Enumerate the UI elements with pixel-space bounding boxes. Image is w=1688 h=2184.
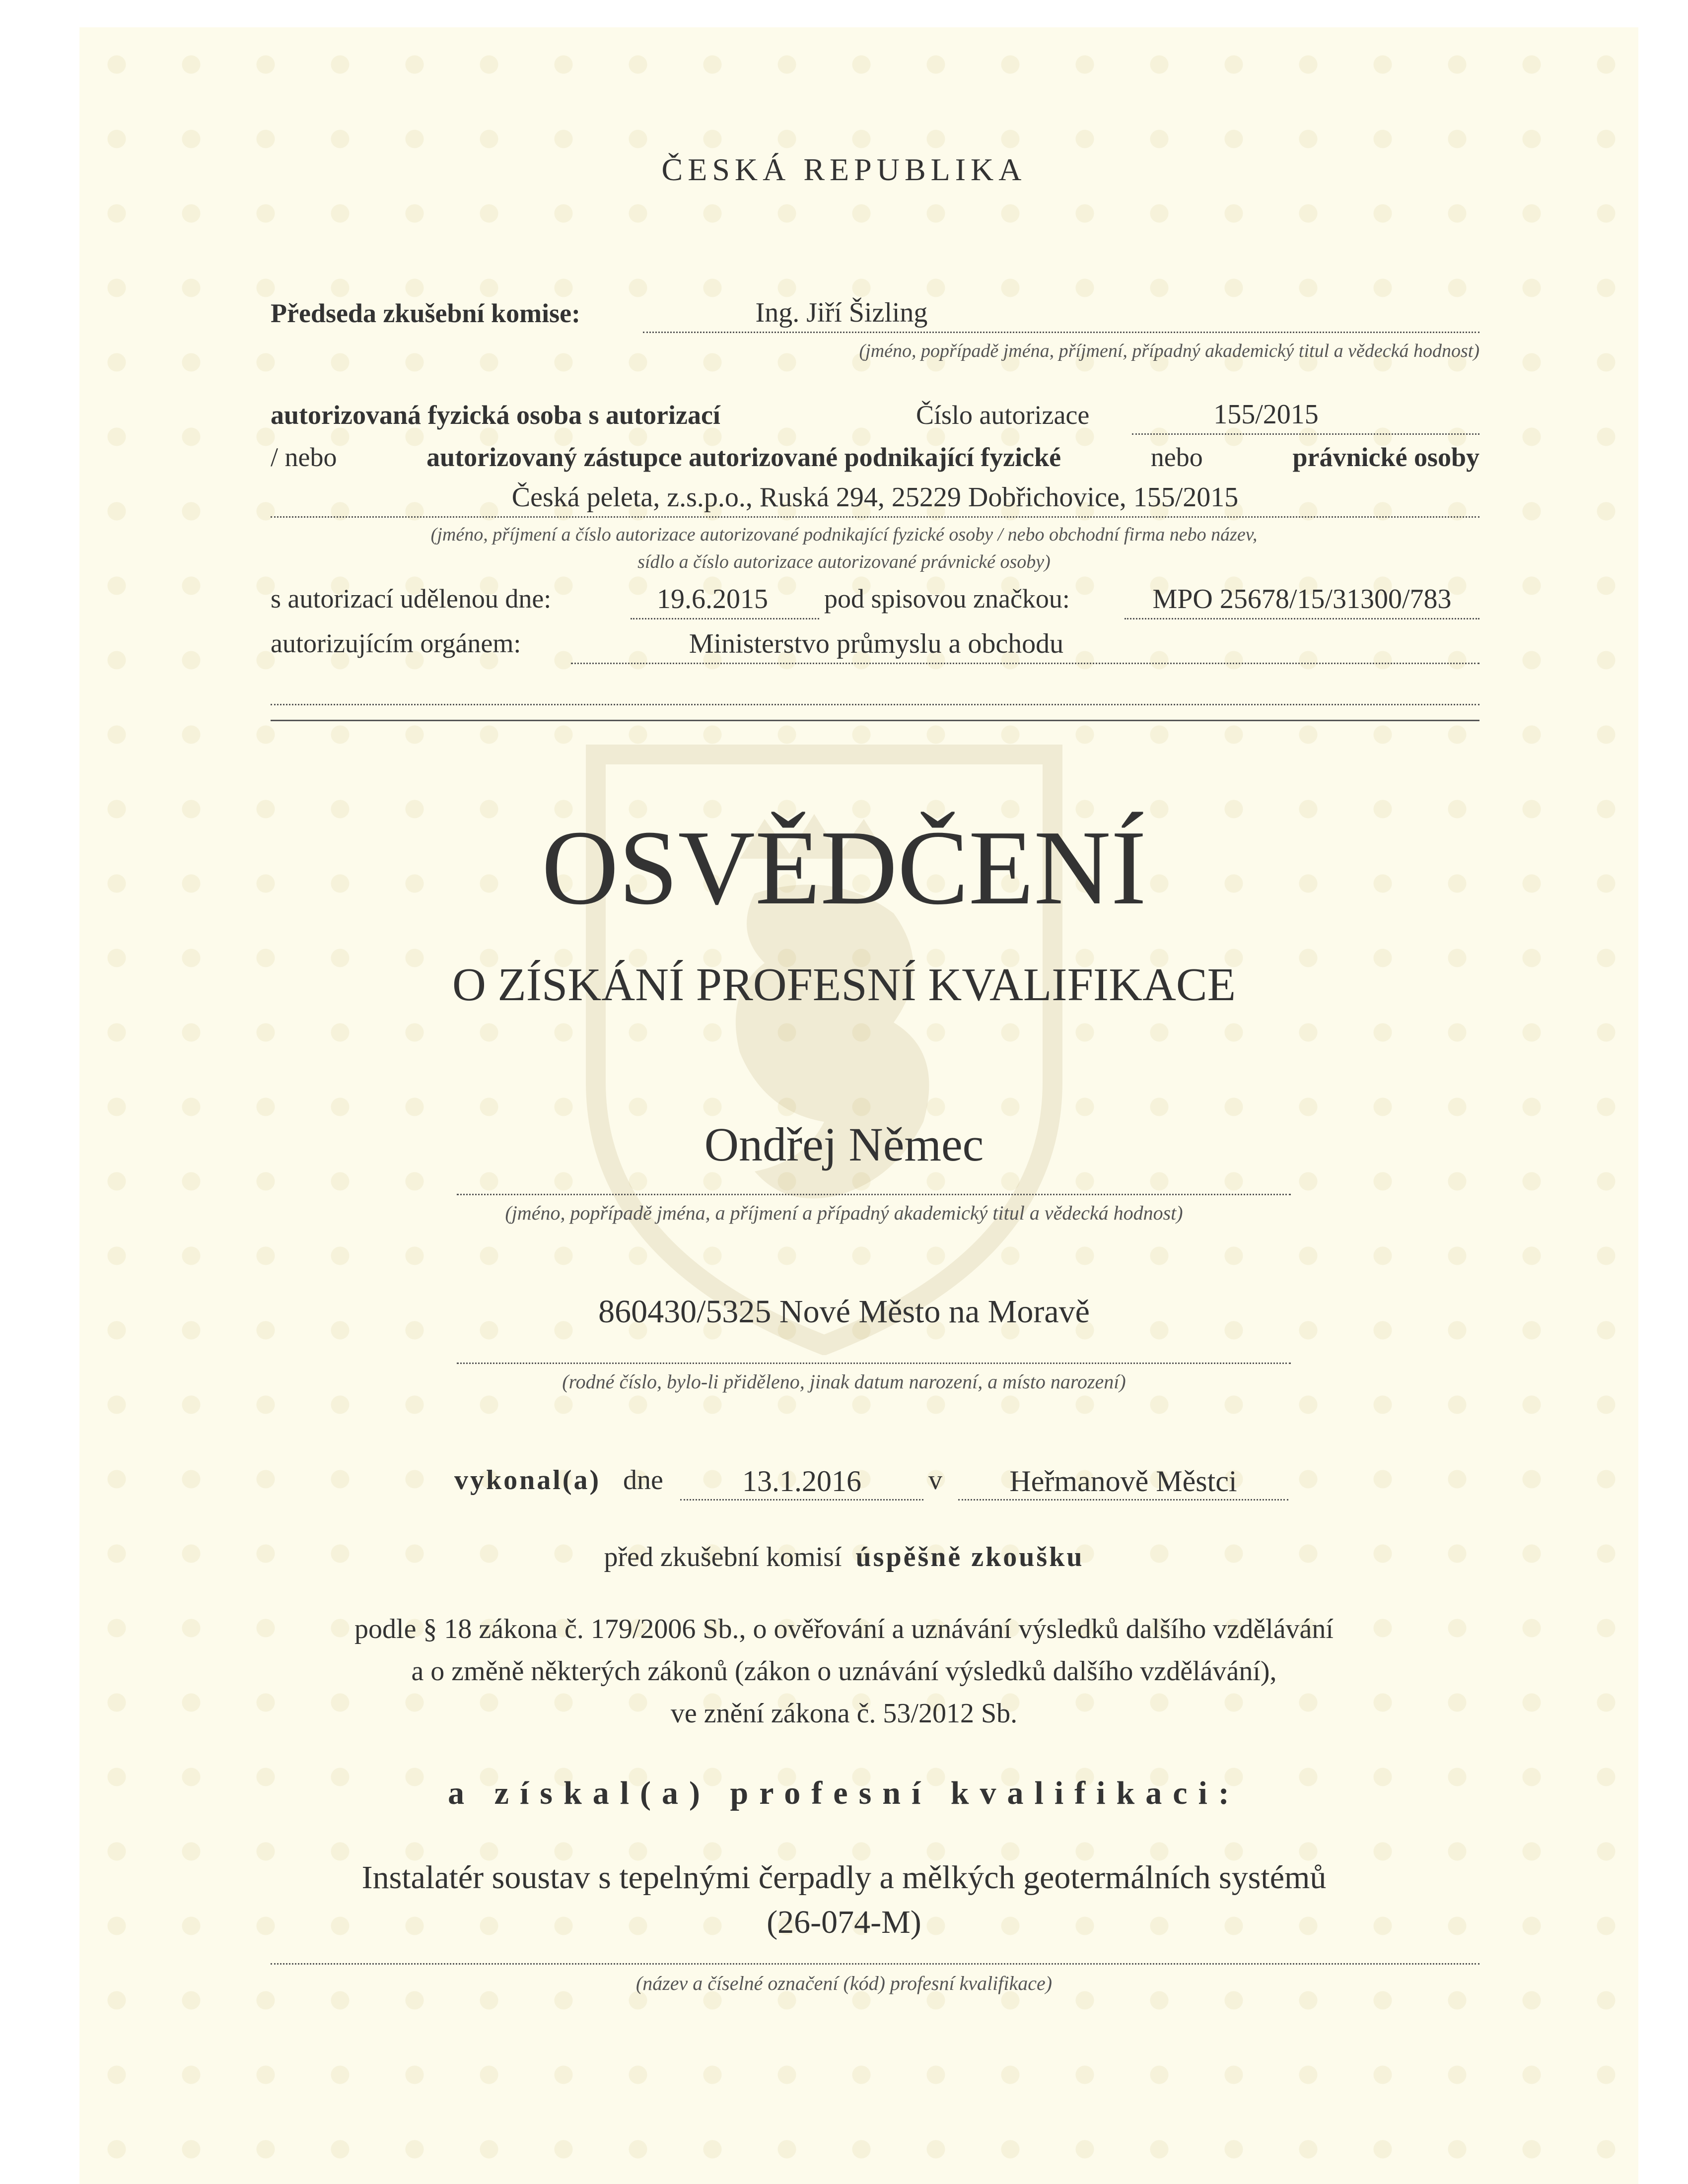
file-number-label: pod spisovou značkou: bbox=[824, 584, 1070, 614]
exam-date-value: 13.1.2016 bbox=[742, 1465, 861, 1498]
exam-before-commission-line bbox=[0, 1541, 1688, 1573]
country-heading: ČESKÁ REPUBLIKA bbox=[661, 152, 1027, 187]
exam-place-value: Heřmanově Městci bbox=[1009, 1465, 1237, 1498]
slash-nebo-text: / nebo bbox=[271, 442, 337, 472]
exam-place-dotted-line bbox=[958, 1499, 1288, 1501]
representative-hint-line-2: sídlo a číslo autorizace autorizované právnické osoby) bbox=[637, 551, 1051, 572]
file-number-dotted-line bbox=[1125, 618, 1479, 619]
qualification-dotted-line bbox=[271, 1963, 1479, 1965]
authorized-representative-line bbox=[271, 442, 1479, 473]
qualification-code: (26-074-M) bbox=[767, 1904, 921, 1940]
performed-label: vykonal(a) bbox=[454, 1465, 601, 1496]
nebo-text: nebo bbox=[1150, 442, 1203, 472]
qualification-hint: (název a číselné označení (kód) profesní kvalifikace) bbox=[635, 1972, 1053, 1994]
certificate-title: OSVĚDČENÍ bbox=[541, 808, 1147, 927]
authority-value: Ministerstvo průmyslu a obchodu bbox=[689, 628, 1064, 659]
qualification-name: Instalatér soustav s tepelnými čerpadly a mělkých geotermálních systémů bbox=[361, 1859, 1327, 1896]
in-label: v bbox=[928, 1465, 942, 1496]
granted-date-label: s autorizací udělenou dne: bbox=[271, 584, 552, 614]
exam-date-dotted-line bbox=[680, 1499, 923, 1501]
birth-hint: (rodné číslo, bylo-li přiděleno, jinak datum narození, a místo narození) bbox=[562, 1370, 1126, 1393]
section-divider bbox=[271, 720, 1479, 721]
law-line-3: ve znění zákona č. 53/2012 Sb. bbox=[670, 1698, 1018, 1729]
certificate-subtitle: O ZÍSKÁNÍ PROFESNÍ KVALIFIKACE bbox=[452, 959, 1236, 1011]
representative-dotted-line bbox=[271, 516, 1479, 518]
chair-dotted-line bbox=[643, 332, 1479, 333]
spare-dotted-line bbox=[271, 704, 1479, 705]
authorization-number-value: 155/2015 bbox=[1213, 399, 1319, 430]
representative-bold-text: autorizovaný zástupce autorizované podnikající fyzické bbox=[426, 442, 1061, 472]
granted-date-dotted-line bbox=[631, 618, 819, 619]
obtained-qualification-heading: a získal(a) profesní kvalifikaci: bbox=[448, 1775, 1240, 1811]
authorization-number-label: Číslo autorizace bbox=[916, 400, 1090, 430]
law-line-2: a o změně některých zákonů (zákon o uznávání výsledků dalšího vzdělávání), bbox=[411, 1656, 1277, 1687]
birth-dotted-line bbox=[457, 1363, 1291, 1364]
authorized-person-label: autorizovaná fyzická osoba s autorizací bbox=[271, 400, 720, 430]
holder-hint: (jméno, popřípadě jména, a příjmení a případný akademický titul a vědecká hodnost) bbox=[505, 1202, 1183, 1224]
holder-name: Ondřej Němec bbox=[704, 1118, 984, 1171]
chair-label: Předseda zkušební komise: bbox=[271, 298, 581, 328]
before-commission-text: před zkušební komisí bbox=[604, 1542, 842, 1572]
granted-date-value: 19.6.2015 bbox=[657, 584, 768, 614]
chair-hint: (jméno, popřípadě jména, příjmení, případný akademický titul a vědecká hodnost) bbox=[859, 341, 1479, 361]
chair-value: Ing. Jiří Šizling bbox=[755, 297, 928, 328]
birth-info-value: 860430/5325 Nové Město na Moravě bbox=[598, 1294, 1090, 1330]
law-line-1: podle § 18 zákona č. 179/2006 Sb., o ověřování a uznávání výsledků dalšího vzdělávání bbox=[354, 1614, 1334, 1644]
authority-dotted-line bbox=[571, 663, 1479, 664]
authority-label: autorizujícím orgánem: bbox=[271, 628, 521, 658]
legal-entity-bold-text: právnické osoby bbox=[1292, 442, 1479, 472]
day-label: dne bbox=[623, 1465, 663, 1496]
representative-hint-line-1: (jméno, příjmení a číslo autorizace autorizované podnikající fyzické osoby / nebo obchodní firma nebo název, bbox=[430, 524, 1258, 545]
file-number-value: MPO 25678/15/31300/783 bbox=[1152, 584, 1452, 614]
representative-value: Česká peleta, z.s.p.o., Ruská 294, 25229 Dobřichovice, 155/2015 bbox=[511, 482, 1239, 513]
success-text: úspěšně zkoušku bbox=[855, 1542, 1084, 1572]
authorization-number-dotted-line bbox=[1132, 433, 1479, 435]
holder-dotted-line bbox=[457, 1194, 1291, 1195]
